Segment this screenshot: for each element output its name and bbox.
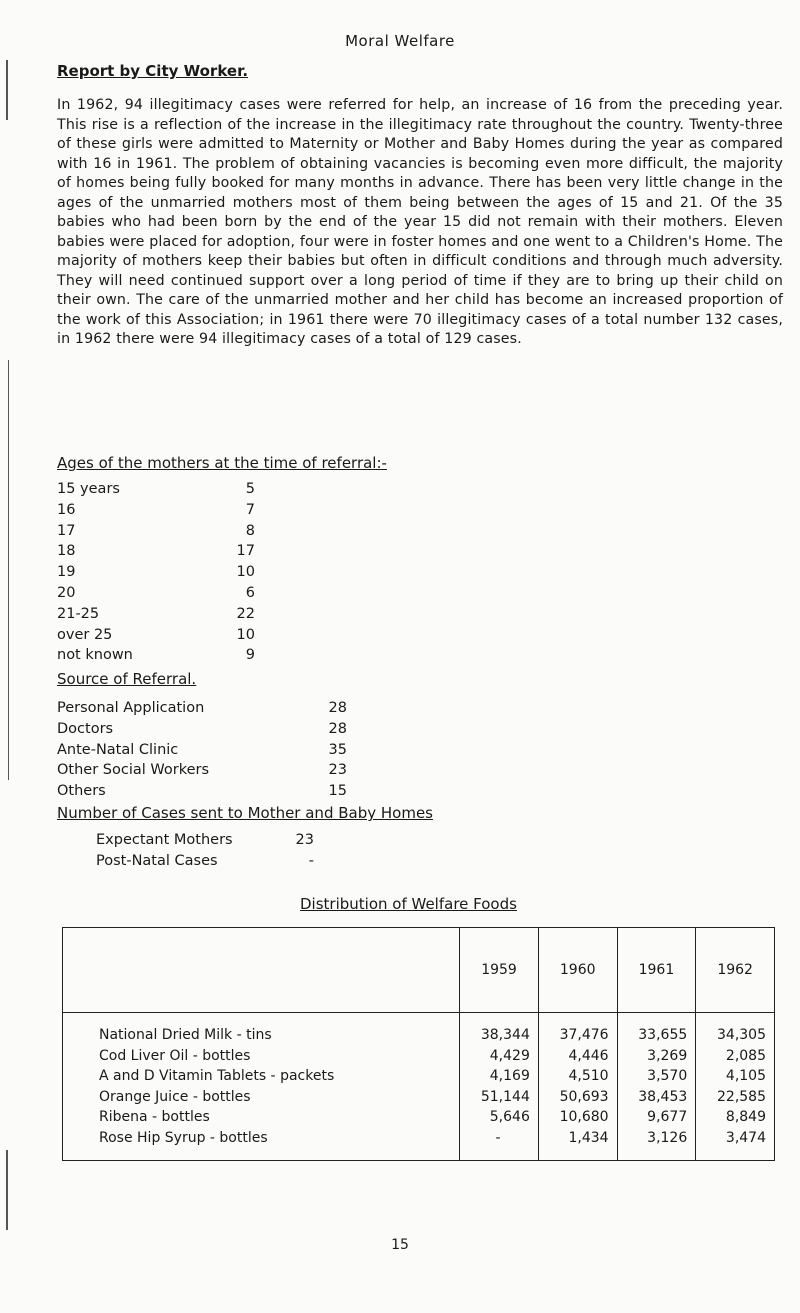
age-row-value: 8 xyxy=(245,522,255,539)
homes-list xyxy=(96,830,316,872)
age-row-label: 18 xyxy=(57,543,76,560)
report-paragraph: In 1962, 94 illegitimacy cases were referred for help, an increase of 16 from the preceding year. This rise is a reflection of the increase in the illegitimacy rate throughout the country. Twenty-three of these girls were admitted to Maternity or Mother and Baby Homes during the year as compared with 16 in 1961. The problem of obtaining vacancies is becoming even more difficult, the majority of homes being fully booked for many months in advance. There has been very little change in the ages of the unmarried mothers most of them being between the ages of 15 and 21. Of the 35 babies who had been born by the end of the year 15 did not remain with their mothers. Eleven babies were placed for adoption, four were in foster homes and one went to a Children's Home. The majority of mothers keep their babies but often in difficult conditions and through much adversity. They will need continued support over a long period of time if they are to bring up their child on their own. The care of the unmarried mother and her child has become an increased proportion of the work of this Association; in 1961 there were 70 illegitimacy cases of a total number 132 cases, in 1962 there were 94 illegitimacy cases of a total of 129 cases. xyxy=(57,97,783,347)
age-row-value: 7 xyxy=(245,501,255,518)
ages-heading: Ages of the mothers at the time of referral:- xyxy=(57,454,387,472)
source-row-value: 28 xyxy=(328,700,347,716)
source-row-value: 35 xyxy=(328,741,347,758)
food-value-cell: 37,476 xyxy=(538,1013,617,1046)
page-edge-mark xyxy=(6,1150,8,1230)
age-row-label: over 25 xyxy=(57,626,113,643)
foods-heading: Distribution of Welfare Foods xyxy=(300,895,517,913)
age-row-value: 22 xyxy=(236,605,255,622)
source-row-label: Personal Application xyxy=(57,700,205,716)
source-row-label: Ante-Natal Clinic xyxy=(57,741,179,758)
source-row xyxy=(57,698,347,719)
food-value-cell: 9,677 xyxy=(617,1107,696,1128)
age-row-value: 10 xyxy=(236,564,255,581)
homes-heading: Number of Cases sent to Mother and Baby Homes xyxy=(57,804,433,822)
food-value-cell: 4,169 xyxy=(460,1066,539,1087)
age-row xyxy=(57,541,267,562)
homes-row xyxy=(96,851,316,872)
age-row xyxy=(57,500,267,521)
year-header-cell: 1960 xyxy=(538,928,617,1013)
page-edge-mark xyxy=(6,60,8,120)
homes-row-label: Expectant Mothers xyxy=(96,832,233,848)
homes-row-label: Post-Natal Cases xyxy=(96,852,218,869)
age-row-value: 6 xyxy=(245,584,255,601)
age-row xyxy=(57,562,267,583)
food-value-cell: 8,849 xyxy=(696,1107,775,1128)
homes-row-value: - xyxy=(308,852,314,869)
year-header-cell: 1959 xyxy=(460,928,539,1013)
age-row-label: not known xyxy=(57,647,133,664)
year-header-cell: 1961 xyxy=(617,928,696,1013)
age-row-label: 17 xyxy=(57,522,76,539)
age-row xyxy=(57,645,267,666)
food-value-cell: 10,680 xyxy=(538,1107,617,1128)
food-value-cell: 50,693 xyxy=(538,1087,617,1108)
ages-list xyxy=(57,479,267,666)
food-item-cell: Cod Liver Oil - bottles xyxy=(63,1046,460,1067)
table-row xyxy=(63,1087,775,1108)
food-item-cell: National Dried Milk - tins xyxy=(63,1013,460,1046)
source-row-value: 23 xyxy=(328,762,347,779)
age-row xyxy=(57,479,267,500)
age-row-value: 10 xyxy=(236,626,255,643)
table-row xyxy=(63,1107,775,1128)
age-row xyxy=(57,521,267,542)
food-value-cell: 2,085 xyxy=(696,1046,775,1067)
food-value-cell: 1,434 xyxy=(538,1128,617,1161)
food-value-cell: 4,105 xyxy=(696,1066,775,1087)
report-title: Report by City Worker. xyxy=(57,62,249,80)
source-heading: Source of Referral. xyxy=(57,670,197,688)
page-number: 15 xyxy=(391,1237,409,1253)
age-row-label: 19 xyxy=(57,564,76,581)
food-value-cell: 4,446 xyxy=(538,1046,617,1067)
food-value-cell: 3,570 xyxy=(617,1066,696,1087)
table-row xyxy=(63,1046,775,1067)
page-edge-mark xyxy=(8,360,9,780)
table-row xyxy=(63,1128,775,1161)
homes-row xyxy=(96,830,316,851)
source-row xyxy=(57,740,347,761)
table-row xyxy=(63,1066,775,1087)
age-row-label: 20 xyxy=(57,584,76,601)
food-value-cell: 4,510 xyxy=(538,1066,617,1087)
age-row-value: 5 xyxy=(245,481,255,497)
food-value-cell: 38,453 xyxy=(617,1087,696,1108)
food-value-cell: - xyxy=(460,1128,539,1161)
food-item-cell: Rose Hip Syrup - bottles xyxy=(63,1128,460,1161)
source-row-value: 15 xyxy=(328,783,347,800)
source-row-value: 28 xyxy=(328,720,347,737)
food-value-cell: 38,344 xyxy=(460,1013,539,1046)
welfare-foods-table xyxy=(62,927,775,1161)
food-value-cell: 3,269 xyxy=(617,1046,696,1067)
food-value-cell: 3,126 xyxy=(617,1128,696,1161)
food-item-cell: Ribena - bottles xyxy=(63,1107,460,1128)
age-row xyxy=(57,625,267,646)
age-row-label: 16 xyxy=(57,501,76,518)
food-item-cell: Orange Juice - bottles xyxy=(63,1087,460,1108)
age-row xyxy=(57,583,267,604)
age-row-value: 17 xyxy=(236,543,255,560)
year-header-cell: 1962 xyxy=(696,928,775,1013)
source-row-label: Others xyxy=(57,783,106,800)
source-list xyxy=(57,698,347,802)
age-row-value: 9 xyxy=(245,647,255,664)
source-row xyxy=(57,760,347,781)
age-row xyxy=(57,604,267,625)
food-item-cell: A and D Vitamin Tablets - packets xyxy=(63,1066,460,1087)
food-value-cell: 51,144 xyxy=(460,1087,539,1108)
item-header-cell xyxy=(63,928,460,1013)
page-header: Moral Welfare xyxy=(345,32,455,50)
age-row-label: 15 years xyxy=(57,481,120,497)
source-row xyxy=(57,719,347,740)
food-value-cell: 3,474 xyxy=(696,1128,775,1161)
age-row-label: 21-25 xyxy=(57,605,100,622)
food-value-cell: 22,585 xyxy=(696,1087,775,1108)
table-header-row xyxy=(63,928,775,1013)
table-row xyxy=(63,1013,775,1046)
food-value-cell: 33,655 xyxy=(617,1013,696,1046)
food-value-cell: 5,646 xyxy=(460,1107,539,1128)
source-row-label: Doctors xyxy=(57,720,114,737)
source-row xyxy=(57,781,347,802)
food-value-cell: 4,429 xyxy=(460,1046,539,1067)
food-value-cell: 34,305 xyxy=(696,1013,775,1046)
homes-row-value: 23 xyxy=(295,832,314,848)
source-row-label: Other Social Workers xyxy=(57,762,210,779)
